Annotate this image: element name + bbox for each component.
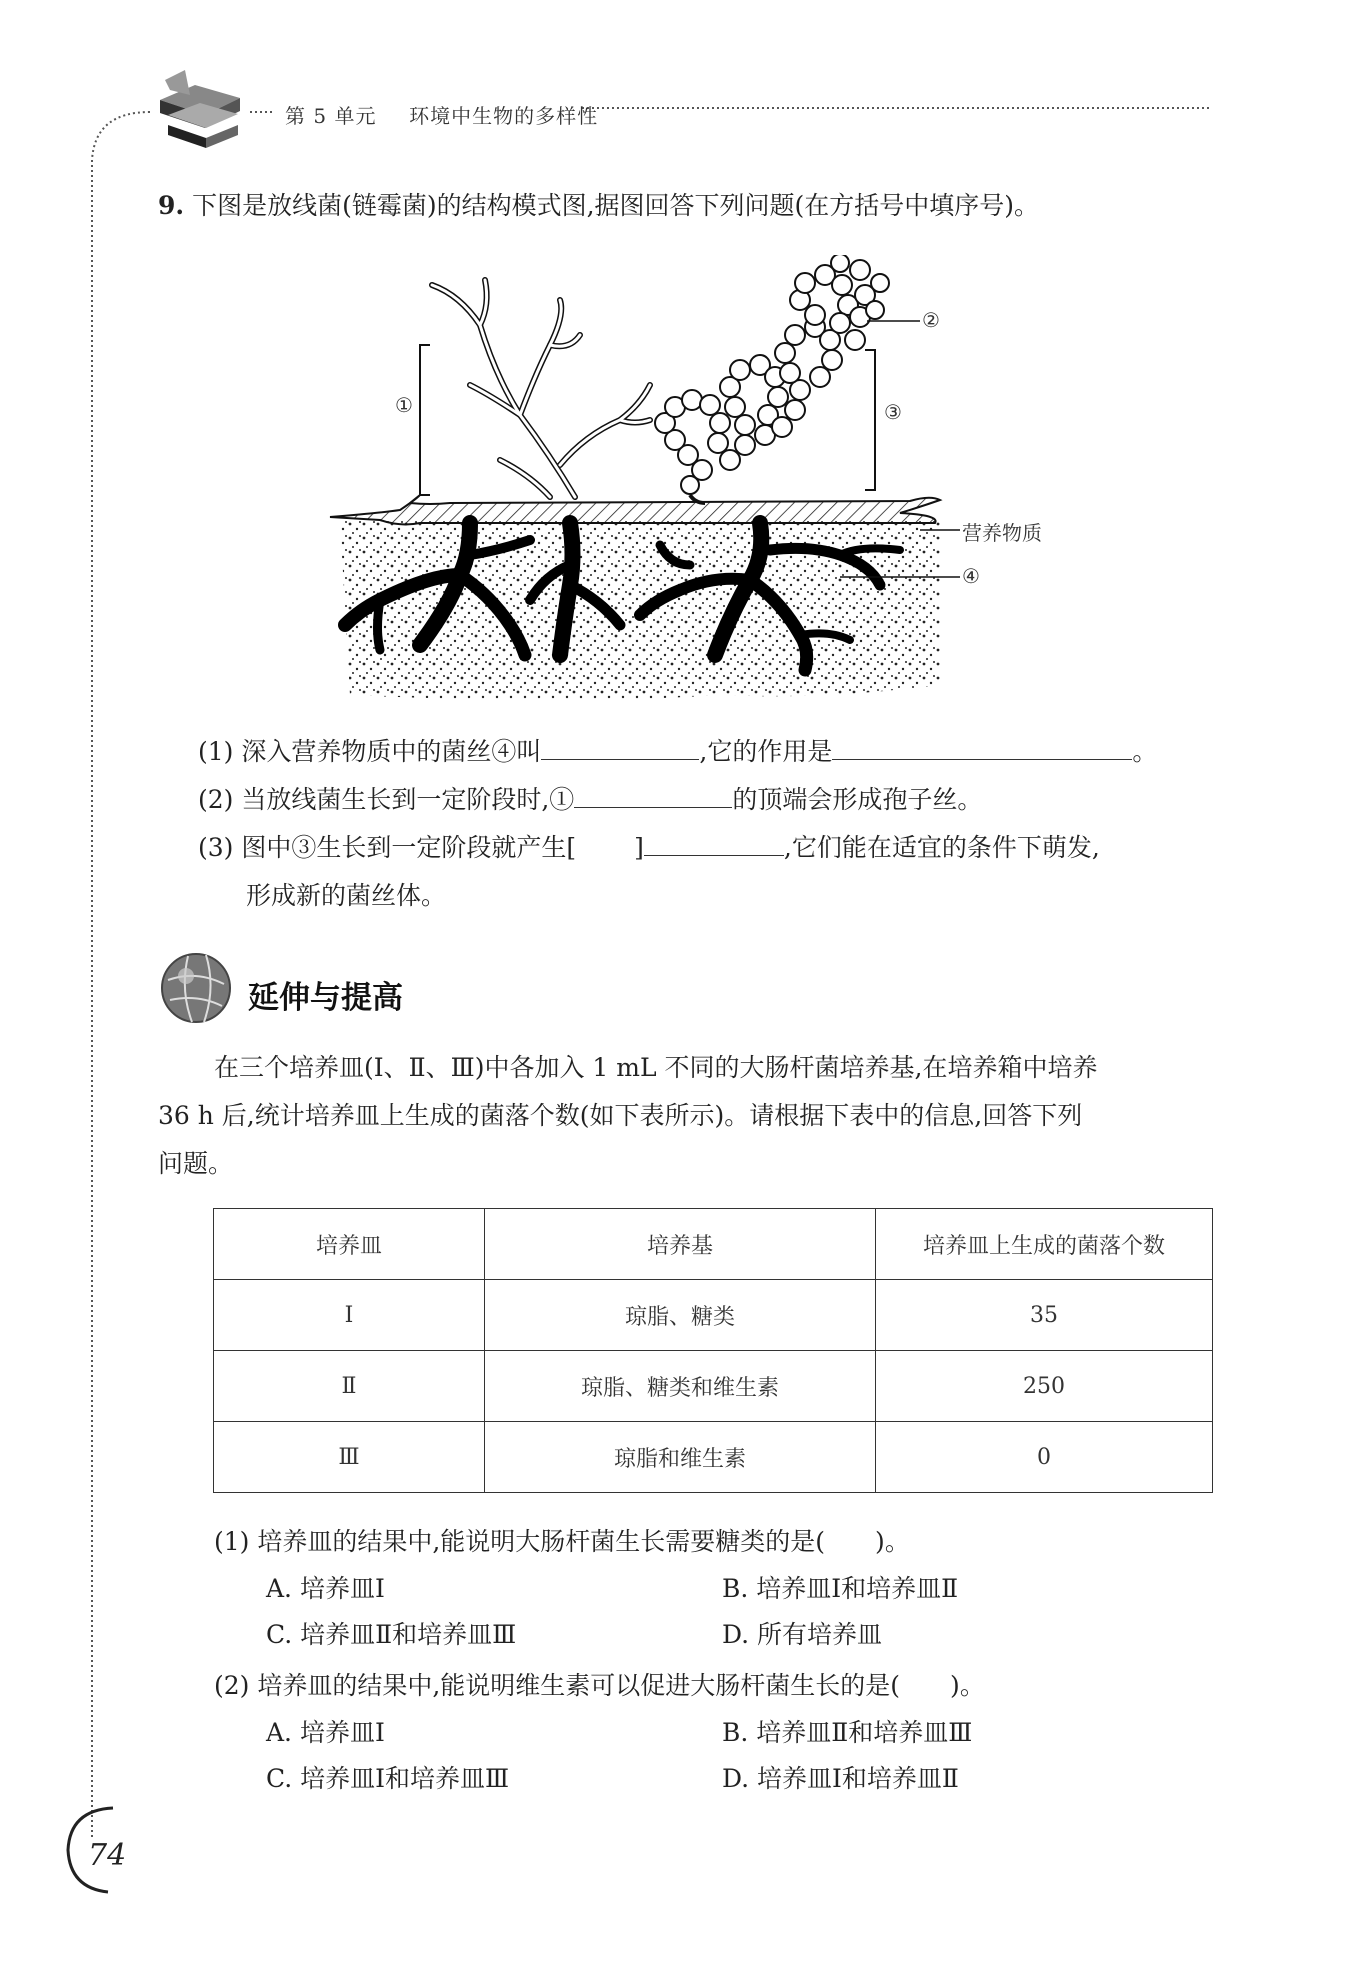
- question-number: 9.: [158, 191, 185, 220]
- subquestion-2: [198, 776, 982, 824]
- mc2-option-b[interactable]: B. 培养皿Ⅱ和培养皿Ⅲ: [722, 1718, 973, 1747]
- mc2-option-c[interactable]: C. 培养皿Ⅰ和培养皿Ⅲ: [266, 1764, 510, 1793]
- mc1-option-d[interactable]: D. 所有培养皿: [722, 1620, 883, 1649]
- table-header-cell: 培养皿上生成的菌落个数: [876, 1209, 1213, 1280]
- table-header-cell: 培养基: [485, 1209, 876, 1280]
- table-cell: 琼脂和维生素: [485, 1422, 876, 1493]
- section-title: 延伸与提高: [248, 980, 403, 1016]
- subquestion-1-part-b: ,它的作用是: [699, 737, 833, 766]
- subquestion-2-part-b: 的顶端会形成孢子丝。: [732, 785, 983, 814]
- globe-icon: [158, 950, 234, 1026]
- section-intro-line3: 问题。: [158, 1149, 234, 1178]
- table-cell: Ⅱ: [214, 1351, 485, 1422]
- mc1-option-b[interactable]: B. 培养皿Ⅰ和培养皿Ⅱ: [722, 1574, 959, 1603]
- subquestion-2-part-a: (2) 当放线菌生长到一定阶段时,①: [198, 785, 575, 814]
- table-row: [214, 1351, 1213, 1422]
- mc2-option-d[interactable]: D. 培养皿Ⅰ和培养皿Ⅱ: [722, 1764, 959, 1793]
- mc2-option-a[interactable]: A. 培养皿Ⅰ: [266, 1718, 385, 1747]
- mc1-option-c[interactable]: C. 培养皿Ⅱ和培养皿Ⅲ: [266, 1620, 517, 1649]
- table-cell: 35: [876, 1280, 1213, 1351]
- subquestion-3-continued: 形成新的菌丝体。: [246, 881, 447, 910]
- figure-label-nutrient: 营养物质: [962, 521, 1042, 545]
- subquestion-3-part-a: (3) 图中③生长到一定阶段就产生[: [198, 833, 577, 862]
- question-stem-text: 下图是放线菌(链霉菌)的结构模式图,据图回答下列问题(在方括号中填序号)。: [192, 191, 1040, 220]
- figure-label-2: ②: [922, 308, 940, 332]
- subquestion-1: [198, 728, 1157, 776]
- answer-bracket-3[interactable]: [576, 826, 634, 856]
- mc2-stem: (2) 培养皿的结果中,能说明维生素可以促进大肠杆菌生长的是( )。: [214, 1671, 985, 1700]
- question9-stem: [158, 182, 1039, 230]
- table-cell: Ⅰ: [214, 1280, 485, 1351]
- aerial-hyphae: [432, 280, 650, 497]
- table-row: [214, 1422, 1213, 1493]
- answer-blank-1a[interactable]: [541, 729, 699, 760]
- header-unit: 第 5 单元: [285, 104, 377, 128]
- spore-chain: [655, 255, 889, 494]
- mc1-stem: (1) 培养皿的结果中,能说明大肠杆菌生长需要糖类的是( )。: [214, 1527, 910, 1556]
- table-cell: 琼脂、糖类: [485, 1280, 876, 1351]
- actinomycete-diagram: [320, 255, 1060, 715]
- culture-results-table: [213, 1208, 1213, 1493]
- figure-label-3: ③: [884, 400, 902, 424]
- table-header-row: [214, 1209, 1213, 1280]
- figure-label-1: ①: [395, 393, 413, 417]
- section-intro-line1: 在三个培养皿(Ⅰ、Ⅱ、Ⅲ)中各加入 1 mL 不同的大肠杆菌培养基,在培养箱中培养: [214, 1053, 1098, 1082]
- table-cell: 琼脂、糖类和维生素: [485, 1351, 876, 1422]
- subquestion-3: [198, 824, 1100, 872]
- answer-blank-1b[interactable]: [832, 729, 1132, 760]
- page-number: 74: [88, 1838, 127, 1873]
- mc1-option-a[interactable]: A. 培养皿Ⅰ: [266, 1574, 385, 1603]
- section-intro-line2: 36 h 后,统计培养皿上生成的菌落个数(如下表所示)。请根据下表中的信息,回答下列: [158, 1101, 1083, 1130]
- table-cell: 0: [876, 1422, 1213, 1493]
- answer-blank-3[interactable]: [644, 825, 784, 856]
- subquestion-3-part-c: ,它们能在适宜的条件下萌发,: [783, 833, 1100, 862]
- book-stack-icon: [150, 70, 250, 150]
- subquestion-3-part-b: ]: [634, 833, 644, 862]
- table-header-cell: 培养皿: [214, 1209, 485, 1280]
- answer-blank-2[interactable]: [574, 777, 732, 808]
- subquestion-1-part-a: (1) 深入营养物质中的菌丝④叫: [198, 737, 542, 766]
- aerial-base-hyphae: [330, 495, 940, 524]
- subquestion-1-part-c: 。: [1132, 737, 1158, 766]
- header-title: 环境中生物的多样性: [409, 104, 599, 128]
- table-row: [214, 1280, 1213, 1351]
- table-cell: Ⅲ: [214, 1422, 485, 1493]
- figure-label-4: ④: [962, 564, 980, 588]
- table-cell: 250: [876, 1351, 1213, 1422]
